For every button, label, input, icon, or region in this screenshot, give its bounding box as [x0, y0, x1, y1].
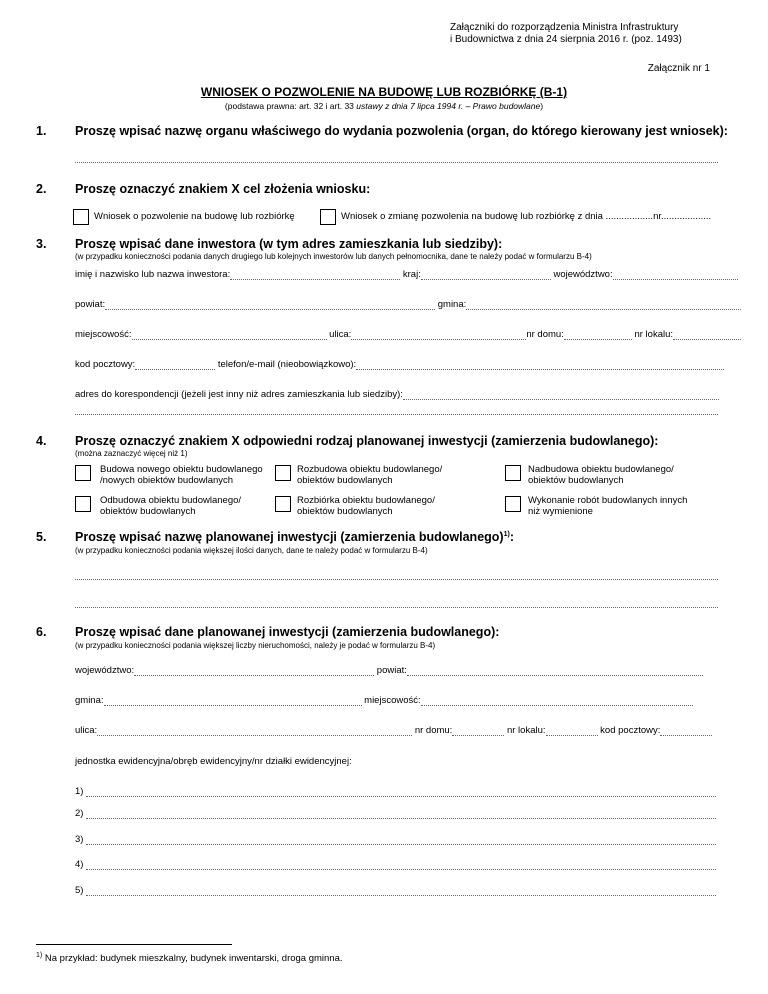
- investor-phone-field[interactable]: [356, 359, 724, 370]
- checkbox-other-works[interactable]: [505, 496, 521, 512]
- parcel-field-3[interactable]: [86, 834, 716, 845]
- investor-name-field[interactable]: [230, 269, 400, 280]
- parcel-number: 2): [75, 808, 84, 819]
- investor-contact-row: [75, 359, 724, 370]
- option-line: Budowa nowego obiektu budowlanego: [100, 464, 263, 475]
- section-5-note: (w przypadku konieczności podania większej ilości danych, dane te należy podać w formularzu B-4): [75, 546, 428, 555]
- investment-name-field-2[interactable]: [75, 607, 718, 608]
- header-line-1: Załączniki do rozporządzenia Ministra Infrastruktury: [450, 22, 679, 33]
- option-line: obiektów budowlanych: [528, 475, 624, 486]
- investor-voivodeship-label: województwo:: [553, 269, 613, 280]
- header-line-2: i Budownictwa z dnia 24 sierpnia 2016 r. (poz. 1493): [450, 34, 682, 45]
- checkbox-new-construction[interactable]: [75, 465, 91, 481]
- investor-postcode-field[interactable]: [135, 359, 215, 370]
- parcel-label: jednostka ewidencyjna/obręb ewidencyjny/nr działki ewidencyjnej:: [75, 756, 352, 767]
- checkbox-superstructure[interactable]: [505, 465, 521, 481]
- parcel-number: 5): [75, 885, 84, 896]
- investment-commune-field[interactable]: [104, 695, 362, 706]
- footnote-separator: [36, 944, 232, 945]
- section-5-question-text: Proszę wpisać nazwę planowanej inwestycji (zamierzenia budowlanego): [75, 530, 504, 544]
- investor-name-row: [75, 269, 738, 280]
- section-2-number: 2.: [36, 182, 47, 196]
- investment-region-row: [75, 665, 703, 676]
- investment-postcode-field[interactable]: [660, 725, 712, 736]
- investment-county-field[interactable]: [407, 665, 703, 676]
- parcel-field-4[interactable]: [86, 859, 716, 870]
- footnote-text: Na przykład: budynek mieszkalny, budynek inwentarski, droga gminna.: [44, 953, 343, 965]
- section-2-question: Proszę oznaczyć znakiem X cel złożenia wniosku:: [75, 182, 371, 196]
- investor-county-label: powiat:: [75, 299, 106, 310]
- investment-locality-field[interactable]: [421, 695, 693, 706]
- option-demolition-label: [297, 495, 435, 517]
- parcel-row-2: [75, 808, 716, 819]
- investment-street-field[interactable]: [97, 725, 412, 736]
- section-4-number: 4.: [36, 434, 47, 448]
- section-3-number: 3.: [36, 237, 47, 251]
- investor-county-row: [75, 299, 741, 310]
- investor-address-row: [75, 329, 741, 340]
- investor-correspondence-field-2[interactable]: [75, 414, 718, 415]
- checkbox-new-permit[interactable]: [73, 209, 89, 225]
- section-6-question: Proszę wpisać dane planowanej inwestycji (zamierzenia budowlanego):: [75, 625, 500, 639]
- parcel-number: 3): [75, 834, 84, 845]
- investor-correspondence-label: adres do korespondencji (jeżeli jest inny niż adres zamieszkania lub siedziby):: [75, 389, 403, 400]
- investment-voivodeship-label: województwo:: [75, 665, 135, 676]
- checkbox-change-permit[interactable]: [320, 209, 336, 225]
- option-line: obiektów budowlanych: [100, 506, 196, 517]
- option-line: Nadbudowa obiektu budowlanego/: [528, 464, 674, 475]
- parcel-number: 4): [75, 859, 84, 870]
- footnote: [36, 952, 343, 964]
- option-change-permit-label: Wniosek o zmianę pozwolenia na budowę lub rozbiórkę z dnia ..................nr...................: [341, 211, 712, 222]
- investment-street-label: ulica:: [75, 725, 98, 736]
- investor-street-label: ulica:: [329, 329, 352, 340]
- investor-county-field[interactable]: [105, 299, 435, 310]
- investor-country-field[interactable]: [421, 269, 551, 280]
- parcel-row-5: [75, 885, 716, 896]
- option-new-construction-label: [100, 464, 263, 486]
- regulation-header: [450, 22, 682, 46]
- investor-house-label: nr domu:: [526, 329, 564, 340]
- footnote-marker: 1): [36, 952, 43, 959]
- legal-basis: [0, 101, 768, 111]
- investor-locality-label: miejscowość:: [75, 329, 132, 340]
- investor-name-label: imię i nazwisko lub nazwa inwestora:: [75, 269, 231, 280]
- form-title: WNIOSEK O POZWOLENIE NA BUDOWĘ LUB ROZBIÓRKĘ (B-1): [200, 85, 568, 99]
- investor-postcode-label: kod pocztowy:: [75, 359, 136, 370]
- option-extension-label: [297, 464, 442, 486]
- investor-correspondence-row: [75, 389, 719, 400]
- investment-flat-field[interactable]: [546, 725, 598, 736]
- option-line: Wykonanie robót budowlanych innych: [528, 495, 688, 506]
- investment-locality-label: miejscowość:: [364, 695, 421, 706]
- footnote-ref: 1): [503, 530, 510, 538]
- investor-locality-field[interactable]: [132, 329, 327, 340]
- investment-flat-label: nr lokalu:: [506, 725, 546, 736]
- option-new-permit-label: Wniosek o pozwolenie na budowę lub rozbiórkę: [94, 211, 295, 222]
- checkbox-reconstruction[interactable]: [75, 496, 91, 512]
- section-6-number: 6.: [36, 625, 47, 639]
- investment-house-field[interactable]: [452, 725, 504, 736]
- parcel-field-2[interactable]: [86, 808, 716, 819]
- annex-label: Załącznik nr 1: [647, 63, 710, 74]
- parcel-row-1: [75, 786, 716, 797]
- legal-basis-prefix: (podstawa prawna: art. 32 i art. 33: [224, 101, 357, 111]
- option-line: obiektów budowlanych: [297, 506, 393, 517]
- section-1-question: Proszę wpisać nazwę organu właściwego do wydania pozwolenia (organ, do którego kierowany jest wniosek):: [75, 124, 728, 138]
- parcel-number: 1): [75, 786, 84, 797]
- section-3-question: Proszę wpisać dane inwestora (w tym adres zamieszkania lub siedziby):: [75, 237, 503, 251]
- parcel-row-4: [75, 859, 716, 870]
- option-line: Rozbiórka obiektu budowlanego/: [297, 495, 435, 506]
- investment-house-label: nr domu:: [414, 725, 453, 736]
- section-4-note: (można zaznaczyć więcej niż 1): [75, 449, 188, 458]
- investor-correspondence-field[interactable]: [403, 389, 719, 400]
- section-6-note: (w przypadku konieczności podania większej liczby nieruchomości, należy je podać w formularzu B-4): [75, 641, 436, 650]
- section-1-number: 1.: [36, 124, 47, 138]
- investment-postcode-label: kod pocztowy:: [600, 725, 661, 736]
- option-reconstruction-label: [100, 495, 241, 517]
- investor-street-field[interactable]: [351, 329, 526, 340]
- investment-street-row: [75, 725, 712, 736]
- investment-county-label: powiat:: [376, 665, 407, 676]
- investor-country-label: kraj:: [402, 269, 421, 280]
- checkbox-extension[interactable]: [275, 465, 291, 481]
- legal-basis-suffix: ): [540, 101, 544, 111]
- option-superstructure-label: [528, 464, 674, 486]
- section-3-note: (w przypadku konieczności podania danych drugiego lub kolejnych inwestorów lub danych pełnomocnika, dane te należy podać w formularzu B-4): [75, 252, 592, 261]
- investment-voivodeship-field[interactable]: [134, 665, 374, 676]
- parcel-field-1[interactable]: [86, 786, 716, 797]
- section-5-question: [75, 530, 514, 544]
- option-line: Odbudowa obiektu budowlanego/: [100, 495, 242, 506]
- investment-locality-row: [75, 695, 693, 706]
- checkbox-demolition[interactable]: [275, 496, 291, 512]
- investment-commune-label: gmina:: [75, 695, 104, 706]
- section-5-number: 5.: [36, 530, 47, 544]
- investor-house-field[interactable]: [564, 329, 632, 340]
- option-line: niż wymienione: [528, 506, 593, 517]
- investor-flat-label: nr lokalu:: [634, 329, 674, 340]
- investor-phone-label: telefon/e-mail (nieobowiązkowo):: [217, 359, 357, 370]
- investor-flat-field[interactable]: [673, 329, 741, 340]
- investor-voivodeship-field[interactable]: [613, 269, 738, 280]
- option-other-works-label: [528, 495, 687, 517]
- section-5-colon: :: [509, 530, 514, 544]
- investment-name-field-1[interactable]: [75, 579, 718, 580]
- investor-commune-label: gmina:: [437, 299, 467, 310]
- option-line: obiektów budowlanych: [297, 475, 393, 486]
- parcel-field-5[interactable]: [86, 885, 716, 896]
- parcel-row-3: [75, 834, 716, 845]
- authority-name-field[interactable]: [75, 162, 718, 163]
- investor-commune-field[interactable]: [466, 299, 741, 310]
- legal-basis-act: ustawy z dnia 7 lipca 1994 r. – Prawo budowlane: [356, 101, 541, 111]
- option-line: Rozbudowa obiektu budowlanego/: [297, 464, 443, 475]
- section-4-question: Proszę oznaczyć znakiem X odpowiedni rodzaj planowanej inwestycji (zamierzenia budowlanego):: [75, 434, 659, 448]
- option-line: /nowych obiektów budowlanych: [100, 475, 234, 486]
